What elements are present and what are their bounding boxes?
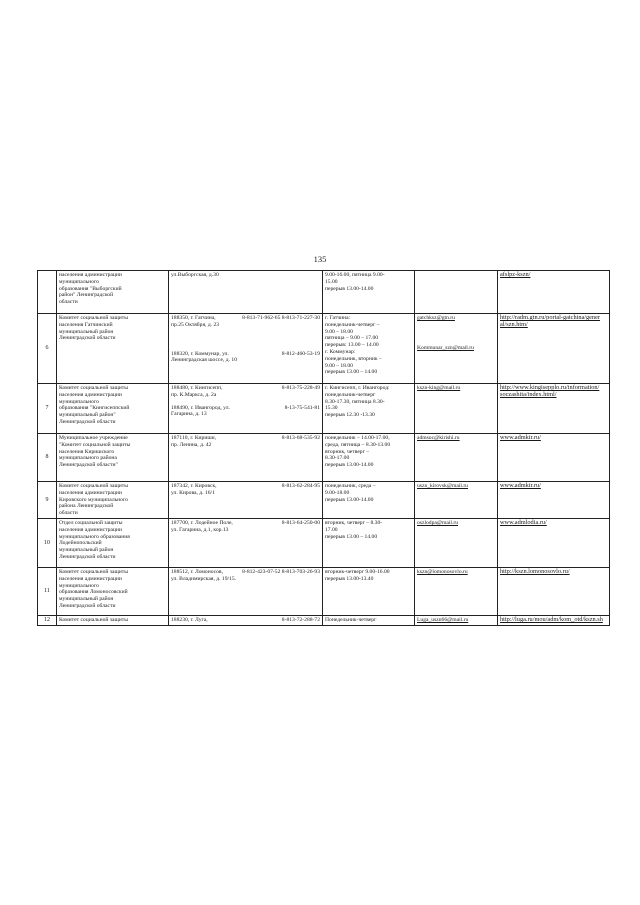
email-link[interactable]: kszn-king@mail.ru bbox=[417, 385, 461, 391]
address-text: 188230, г. Луга, bbox=[171, 617, 208, 623]
hours-text: понедельник, среда – 9.00-18.00 перерыв 13.00-14.00 bbox=[325, 483, 376, 503]
phone-text: 8-813-64-250-00 bbox=[281, 520, 320, 526]
email-cell bbox=[415, 434, 498, 482]
phone-text: 8-812-460-53-19 bbox=[281, 350, 320, 357]
address-text: ул.Выборгская, д.30 bbox=[171, 272, 219, 278]
row-number bbox=[38, 271, 57, 314]
hours-cell bbox=[323, 271, 415, 314]
website-link[interactable]: http://kszn.lomonosovlo.ru/ bbox=[500, 568, 570, 575]
organization-name: Комитет социальной защиты населения Гатчинский муниципальный район Ленинградской области bbox=[59, 315, 128, 342]
website-cell bbox=[498, 384, 610, 434]
website-link[interactable]: www.admkir.ru/ bbox=[500, 434, 541, 441]
website-cell bbox=[498, 314, 610, 384]
email-link[interactable]: Luga_uszn66@mail.ru bbox=[417, 617, 469, 623]
phone-text: 8-813-62-284-95 bbox=[281, 483, 320, 489]
organization-cell bbox=[57, 568, 169, 616]
email-link[interactable]: kszn@lomonosovlo.ru bbox=[417, 569, 468, 575]
phone-text: 8-813-75-228-49 bbox=[281, 385, 320, 391]
table-row bbox=[38, 434, 610, 482]
website-cell bbox=[498, 616, 610, 626]
row-number: 8 bbox=[38, 434, 57, 482]
address-text: 188320, г. Коммунар, ул. Ленинградская шоссе, д. 10 bbox=[171, 350, 238, 364]
row-number: 12 bbox=[38, 616, 57, 626]
address-cell bbox=[169, 519, 323, 568]
email-cell bbox=[415, 568, 498, 616]
website-cell bbox=[498, 482, 610, 519]
organization-name: Отдел социальной защиты населения администрации муниципального образования Лодейнопольский муниципальный район Ленинградской области bbox=[59, 520, 130, 560]
hours-cell bbox=[323, 384, 415, 434]
phone-text: 8-812-423-07-52 8-813-703-26-93 bbox=[242, 569, 320, 575]
row-number: 10 bbox=[38, 519, 57, 568]
website-link[interactable]: afslpz-kszn/ bbox=[500, 271, 531, 278]
hours-text: 9.00-16.00, пятница 9.00- 15.00 перерыв 13.00-14.00 bbox=[325, 272, 385, 292]
website-cell bbox=[498, 519, 610, 568]
website-link[interactable]: http://luga.ru/mou/adm/kom_otd/kszn.sh bbox=[500, 616, 603, 623]
website-cell bbox=[498, 434, 610, 482]
address-cell bbox=[169, 384, 323, 434]
website-cell bbox=[498, 568, 610, 616]
website-link[interactable]: www.admlodia.ru/ bbox=[500, 519, 547, 526]
address-cell bbox=[169, 434, 323, 482]
table-row bbox=[38, 314, 610, 384]
address-text: 187110, г. Кириши, пр. Ленина, д. 42 bbox=[171, 435, 217, 448]
social-protection-table bbox=[37, 270, 610, 626]
organization-name: Комитет социальной защиты населения администрации Кировского муниципального района Ленинградской области bbox=[59, 483, 128, 517]
hours-cell bbox=[323, 616, 415, 626]
website-cell bbox=[498, 271, 610, 314]
page-number: 135 bbox=[313, 254, 327, 264]
organization-cell bbox=[57, 616, 169, 626]
table-row bbox=[38, 384, 610, 434]
address-text: 188490, г. Ивангород, ул. Гагарина, д. 13 bbox=[171, 404, 230, 418]
email-cell bbox=[415, 271, 498, 314]
organization-name: Комитет социальной защиты населения администрации муниципального образования Ломоносовский муниципальный район Ленинградской области bbox=[59, 569, 128, 609]
hours-cell bbox=[323, 568, 415, 616]
email-link[interactable]: gatchksz@gtn.ru bbox=[417, 315, 455, 321]
email-link[interactable]: admsoc@kirishi.ru bbox=[417, 435, 460, 441]
organization-cell bbox=[57, 482, 169, 519]
row-number: 11 bbox=[38, 568, 57, 616]
email-cell bbox=[415, 482, 498, 519]
address-cell bbox=[169, 314, 323, 384]
hours-text: вторник, четверг – 8.30- 17.00 перерыв 13.00 – 14.00 bbox=[325, 520, 383, 540]
organization-cell bbox=[57, 519, 169, 568]
row-number: 9 bbox=[38, 482, 57, 519]
organization-cell bbox=[57, 271, 169, 314]
organization-name: Муниципальное учреждение "Комитет социальной защиты населения Киришского муниципального района Ленинградской области" bbox=[59, 435, 131, 469]
organization-name: населения администрации муниципального образования "Выборгский район" Ленинградской области bbox=[59, 272, 122, 306]
address-cell bbox=[169, 568, 323, 616]
hours-text: понедельник – 14.00-17.00, среда, пятница – 8.30-13.00 вторник, четверг – 8.30-17.00 перерыв 13.00-14.00 bbox=[325, 435, 391, 469]
email-cell bbox=[415, 384, 498, 434]
address-cell bbox=[169, 271, 323, 314]
row-number: 7 bbox=[38, 384, 57, 434]
email-cell bbox=[415, 616, 498, 626]
website-link[interactable]: http://www.kingisepplo.ru/information/ soczashita/index.html/ bbox=[500, 384, 600, 398]
table-row bbox=[38, 519, 610, 568]
phone-text: 8-813-72-288-72 bbox=[281, 617, 320, 623]
address-text: 187342, г. Кировск, ул. Кирова, д. 16/1 bbox=[171, 483, 217, 496]
address-text: 188512, г. Ломоносов, ул. Владимирская, д. 19/15. bbox=[171, 569, 237, 582]
organization-cell bbox=[57, 434, 169, 482]
address-text: 188480, г. Кингисепп, пр. К.Маркса, д. 2а bbox=[171, 385, 223, 398]
hours-cell bbox=[323, 314, 415, 384]
website-link[interactable]: www.admkir.ru/ bbox=[500, 482, 541, 489]
email-link[interactable]: oszlodpa@mail.ru bbox=[417, 520, 459, 526]
organization-cell bbox=[57, 314, 169, 384]
phone-text: 8-13-75-541-81 bbox=[284, 404, 320, 411]
hours-text: Понедельник-четверг bbox=[325, 617, 377, 623]
hours-text: вторник-четверг 9.00-16.00 перерыв 13.00-13.40 bbox=[325, 569, 390, 582]
email-link[interactable]: uszn_kirovsk@mail.ru bbox=[417, 483, 468, 489]
table-row bbox=[38, 616, 610, 626]
hours-cell bbox=[323, 434, 415, 482]
phone-text: 8-813-71-962-65 8-813-71-227-30 bbox=[242, 315, 320, 321]
email-cell bbox=[415, 314, 498, 384]
address-text: 188350, г. Гатчина, пр.25 Октября, д. 23 bbox=[171, 315, 220, 328]
table-row bbox=[38, 271, 610, 314]
organization-name: Комитет социальной защиты населения администрации муниципального образования "Кингисеппский муниципальный район" Ленинградской области bbox=[59, 385, 130, 425]
address-text: 187700, г. Лодейное Поле, ул. Гагарина, д.1, кор.13 bbox=[171, 520, 233, 533]
email-cell bbox=[415, 519, 498, 568]
hours-cell bbox=[323, 519, 415, 568]
table-row bbox=[38, 568, 610, 616]
organization-name: Комитет социальной защиты bbox=[59, 617, 128, 623]
email-link[interactable]: Kommunar_szn@mail.ru bbox=[417, 344, 474, 351]
table-row bbox=[38, 482, 610, 519]
address-cell bbox=[169, 616, 323, 626]
organization-cell bbox=[57, 384, 169, 434]
hours-text: г. Гатчина: понедельник-четверг – 9.00 – 18.00 пятница – 9.00 – 17.00 перерыв: 13.00 – 14.00 г. Коммунар: понедельник, вторник – 9.00 – 18.00 перерыв 13.00 – 14.00 bbox=[325, 315, 382, 376]
address-cell bbox=[169, 482, 323, 519]
hours-cell bbox=[323, 482, 415, 519]
row-number: 6 bbox=[38, 314, 57, 384]
website-link[interactable]: http://radm.gtn.ru/portal-gatchina/gener al/szn.htm/ bbox=[500, 314, 601, 328]
hours-text: г. Кингисепп, г. Ивангород: понедельник-четверг 8.30-17.30, пятница 8.30- 15.30 перерыв 12.30 -13.30 bbox=[325, 385, 390, 419]
phone-text: 8-813-68-535-92 bbox=[281, 435, 320, 441]
